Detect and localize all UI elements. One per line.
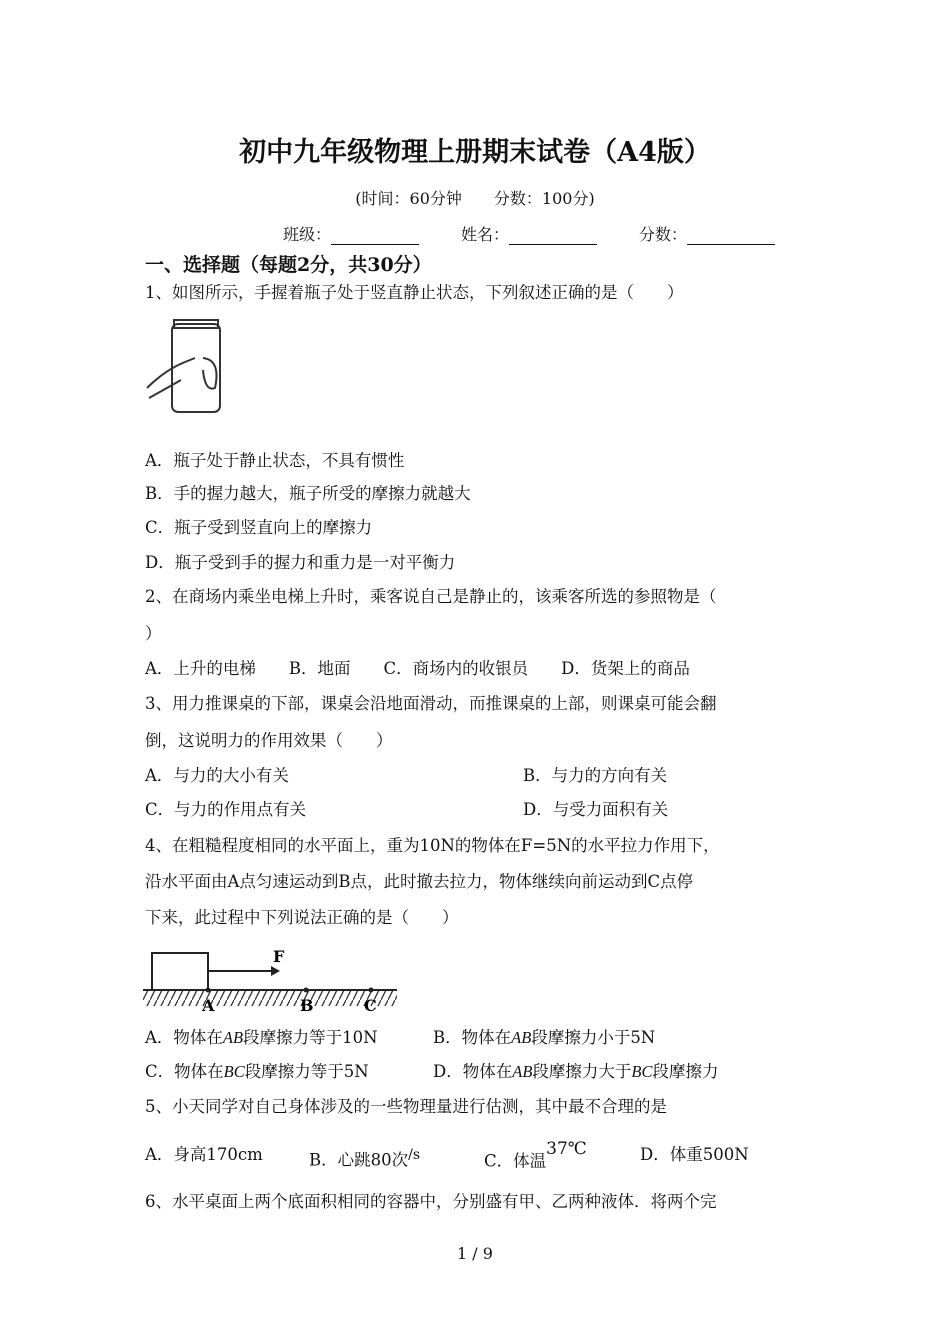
q3-stem-cont: 倒，这说明力的作用效果（ ） — [145, 731, 393, 750]
q4-option-a: A．物体在AB段摩擦力等于10N — [145, 1028, 378, 1047]
class-label: 班级： — [282, 225, 331, 244]
q4-stem-cont: 沿水平面由A点匀速运动到B点，此时撤去拉力，物体继续向前运动到C点停 — [145, 872, 694, 891]
q3-option-d: D．与受力面积有关 — [523, 800, 669, 819]
q1-option-c: C．瓶子受到竖直向上的摩擦力 — [145, 518, 373, 537]
q1-option-b: B．手的握力越大，瓶子所受的摩擦力就越大 — [145, 484, 471, 503]
q2-options: A．上升的电梯 B．地面 C．商场内的收银员 D．货架上的商品 — [145, 659, 690, 678]
score-label: 分数： — [639, 225, 688, 244]
q5-option-b: B．心跳80次$^{/s}$ — [309, 1147, 421, 1170]
q3-stem: 3、用力推课桌的下部，课桌会沿地面滑动，而推课桌的上部，则课桌可能会翻 — [145, 694, 717, 713]
q4-option-c: C．物体在BC段摩擦力等于5N — [145, 1062, 369, 1081]
q4-option-b: B．物体在AB段摩擦力小于5N — [433, 1028, 656, 1047]
page-number: 1 / 9 — [457, 1244, 493, 1263]
force-arrow-icon — [271, 966, 280, 976]
point-b-label: B — [300, 996, 314, 1014]
q4-stem-end: 下来，此过程中下列说法正确的是（ ） — [145, 908, 459, 927]
q1-option-d: D．瓶子受到手的握力和重力是一对平衡力 — [145, 553, 456, 572]
name-blank[interactable] — [509, 228, 597, 245]
q6-stem: 6、水平桌面上两个底面积相同的容器中，分别盛有甲、乙两种液体．将两个完 — [145, 1192, 717, 1211]
q1-option-a: A．瓶子处于静止状态，不具有惯性 — [145, 451, 405, 470]
bottle-hand-figure — [145, 318, 227, 416]
motion-diagram — [143, 944, 399, 1014]
page-title: 初中九年级物理上册期末试卷（A4版） — [239, 137, 711, 168]
q2-stem-cont: ） — [145, 624, 162, 643]
q3-option-a: A．与力的大小有关 — [145, 766, 289, 785]
q5-option-a: A．身高170cm — [145, 1145, 263, 1164]
q1-stem: 1、如图所示，手握着瓶子处于竖直静止状态，下列叙述正确的是（ ） — [145, 283, 684, 302]
section-heading: 一、选择题（每题2分，共30分） — [145, 254, 432, 276]
class-blank[interactable] — [331, 228, 419, 245]
q5-stem: 5、小天同学对自己身体涉及的一些物理量进行估测，其中最不合理的是 — [145, 1097, 667, 1116]
q2-stem: 2、在商场内乘坐电梯上升时，乘客说自己是静止的，该乘客所选的参照物是（ — [145, 587, 717, 606]
student-fields — [75, 222, 950, 245]
point-a-label: A — [202, 996, 215, 1014]
q3-option-b: B．与力的方向有关 — [523, 766, 668, 785]
q4-option-d: D．物体在AB段摩擦力大于BC段摩擦力 — [433, 1062, 719, 1081]
q3-option-c: C．与力的作用点有关 — [145, 800, 307, 819]
q5-option-d: D．体重500N — [640, 1145, 749, 1164]
score-blank[interactable] — [687, 228, 775, 245]
exam-meta: (时间：60分钟 分数：100分) — [355, 189, 595, 208]
point-c-label: C — [364, 996, 377, 1014]
force-label: F — [273, 947, 285, 966]
q4-stem: 4、在粗糙程度相同的水平面上，重为10N的物体在F=5N的水平拉力作用下， — [145, 836, 720, 855]
q5-option-c: C．体温$^{37℃}$ — [484, 1139, 587, 1171]
name-label: 姓名： — [460, 225, 509, 244]
